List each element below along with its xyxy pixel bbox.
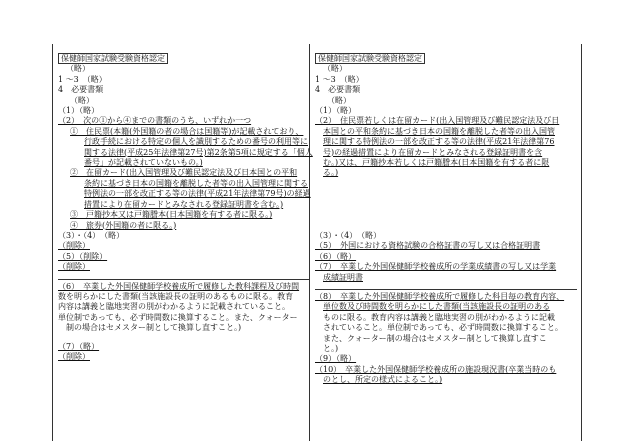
right-divider xyxy=(315,289,577,290)
left-line: 番号」が記載されていないもの。) xyxy=(84,158,203,168)
right-line: 1 ～3 （略） xyxy=(315,74,364,84)
right-column xyxy=(315,53,570,386)
right-line: 理に関する特例法の一部を改正する等の法律(平成21年法律第76 xyxy=(323,137,555,147)
left-line: （1）（略） xyxy=(58,106,100,116)
left-title: 保健師国家試験受験資格認定 xyxy=(58,53,168,64)
left-line: 措置により在留カードとみなされる登録証明書を含む。) xyxy=(84,199,284,209)
right-line: （8） 卒業した外国保健師学校養成所で履修した科目毎の教育内容、 xyxy=(315,291,565,301)
left-line-text: （6） 卒業した外国保健師学校養成所で履修した教科課程及び時間 xyxy=(58,281,300,291)
left-line: 特例法の一部を改正する等の法律(平成21年法律第79号)の経過 xyxy=(84,189,311,199)
left-line: 制の場合はセメスター制として換算し直すこと。) xyxy=(66,323,242,333)
left-line: （略） xyxy=(66,64,90,74)
table-left-border xyxy=(52,44,53,441)
right-line: （7） 卒業した外国保健師学校養成所の学業成績書の写し又は学業 xyxy=(315,262,557,272)
right-title: 保健師国家試験受験資格認定 xyxy=(315,53,425,64)
left-line: 関する法律(平成25年法律第27号)第2条第5項に規定する「個人 xyxy=(84,147,313,157)
right-line: と。) xyxy=(323,343,339,353)
right-line: されていること。単位制であっても、必ず時間数に換算すること。 xyxy=(323,323,563,333)
left-line: （略） xyxy=(70,95,94,105)
right-line: （5） 外国における資格試験の合格証書の写し又は合格証明書 xyxy=(315,241,541,251)
right-line: （2） 住民票若しくは在留カード(出入国管理及び難民認定法及び日 xyxy=(315,116,560,126)
left-line: ② 在留カード(出入国管理及び難民認定法及び日本国との平和 xyxy=(70,168,298,178)
left-line: 内容は講義と臨地実習の別がわかるように記載されていること。 xyxy=(58,302,290,312)
right-line: （3）・（4） （略） xyxy=(315,230,382,240)
left-line: 条約に基づき日本の国籍を離脱した者等の出入国管理に関する xyxy=(84,178,308,188)
left-line: 行政手続における特定の個人を識別するための番号の利用等に xyxy=(84,137,308,147)
left-line: （7）（略） xyxy=(58,341,100,351)
left-column xyxy=(58,53,313,362)
left-line: 単位制であっても、必ず時間数に換算すること。また、クォーター xyxy=(58,312,298,322)
left-line: ④ 旅券(外国籍の者に限る。) xyxy=(70,220,177,230)
right-line: （1）（略） xyxy=(315,106,357,116)
right-line: （略） xyxy=(327,95,351,105)
left-line: （2） 次の①から④までの書類のうち、いずれか一つ xyxy=(58,116,252,126)
right-line: （10） 卒業した外国保健師学校養成所の施設現況書(卒業当時のも xyxy=(315,364,557,374)
left-line: 1 ～3 （略） xyxy=(58,74,107,84)
right-line: 本国との平和条約に基づき日本の国籍を離脱した者等の出入国管 xyxy=(323,126,555,136)
left-line: （削除） xyxy=(58,262,90,272)
left-line xyxy=(58,282,313,292)
left-line: 4 必要書類 xyxy=(58,85,104,95)
left-line: （5）（削除） xyxy=(58,251,108,261)
left-line: （3）・（4） （略） xyxy=(58,230,125,240)
comparison-table xyxy=(52,44,582,441)
right-line: 単位数及び時間数を明らかにした書類(当該施設長の証明のある xyxy=(323,302,551,312)
table-right-border xyxy=(581,44,582,441)
right-line: のとし、所定の様式によること。) xyxy=(323,375,443,385)
right-line: む。)又は、戸籍抄本若しくは戸籍謄本(日本国籍を有する者に限 xyxy=(323,158,550,168)
right-line: （略） xyxy=(323,64,347,74)
left-line: 数を明らかにした書類(当該施設長の証明のあるものに限る。教育 xyxy=(58,291,294,301)
left-line: （削除） xyxy=(58,351,90,361)
left-line: （削除） xyxy=(58,241,90,251)
left-divider xyxy=(58,279,310,280)
right-line: （9）（略） xyxy=(315,354,357,364)
left-line: ① 住民票(本籍(外国籍の者の場合は国籍等)が記載されており、 xyxy=(70,126,304,136)
left-line: ③ 戸籍抄本又は戸籍謄本(日本国籍を有する者に限る。) xyxy=(70,210,273,220)
right-line: ものに限る。教育内容は講義と臨地実習の別がわかるように記載 xyxy=(323,312,555,322)
right-line: 4 必要書類 xyxy=(315,85,361,95)
right-line: る。) xyxy=(323,168,339,178)
right-line: 成績証明書 xyxy=(323,272,363,282)
right-line: また、クォーター制の場合はセメスター制として換算し直すこ xyxy=(323,333,547,343)
right-line: 号)の経過措置により在留カードとみなされる登録証明書を含 xyxy=(323,147,543,157)
right-line: （6）（略） xyxy=(315,251,357,261)
